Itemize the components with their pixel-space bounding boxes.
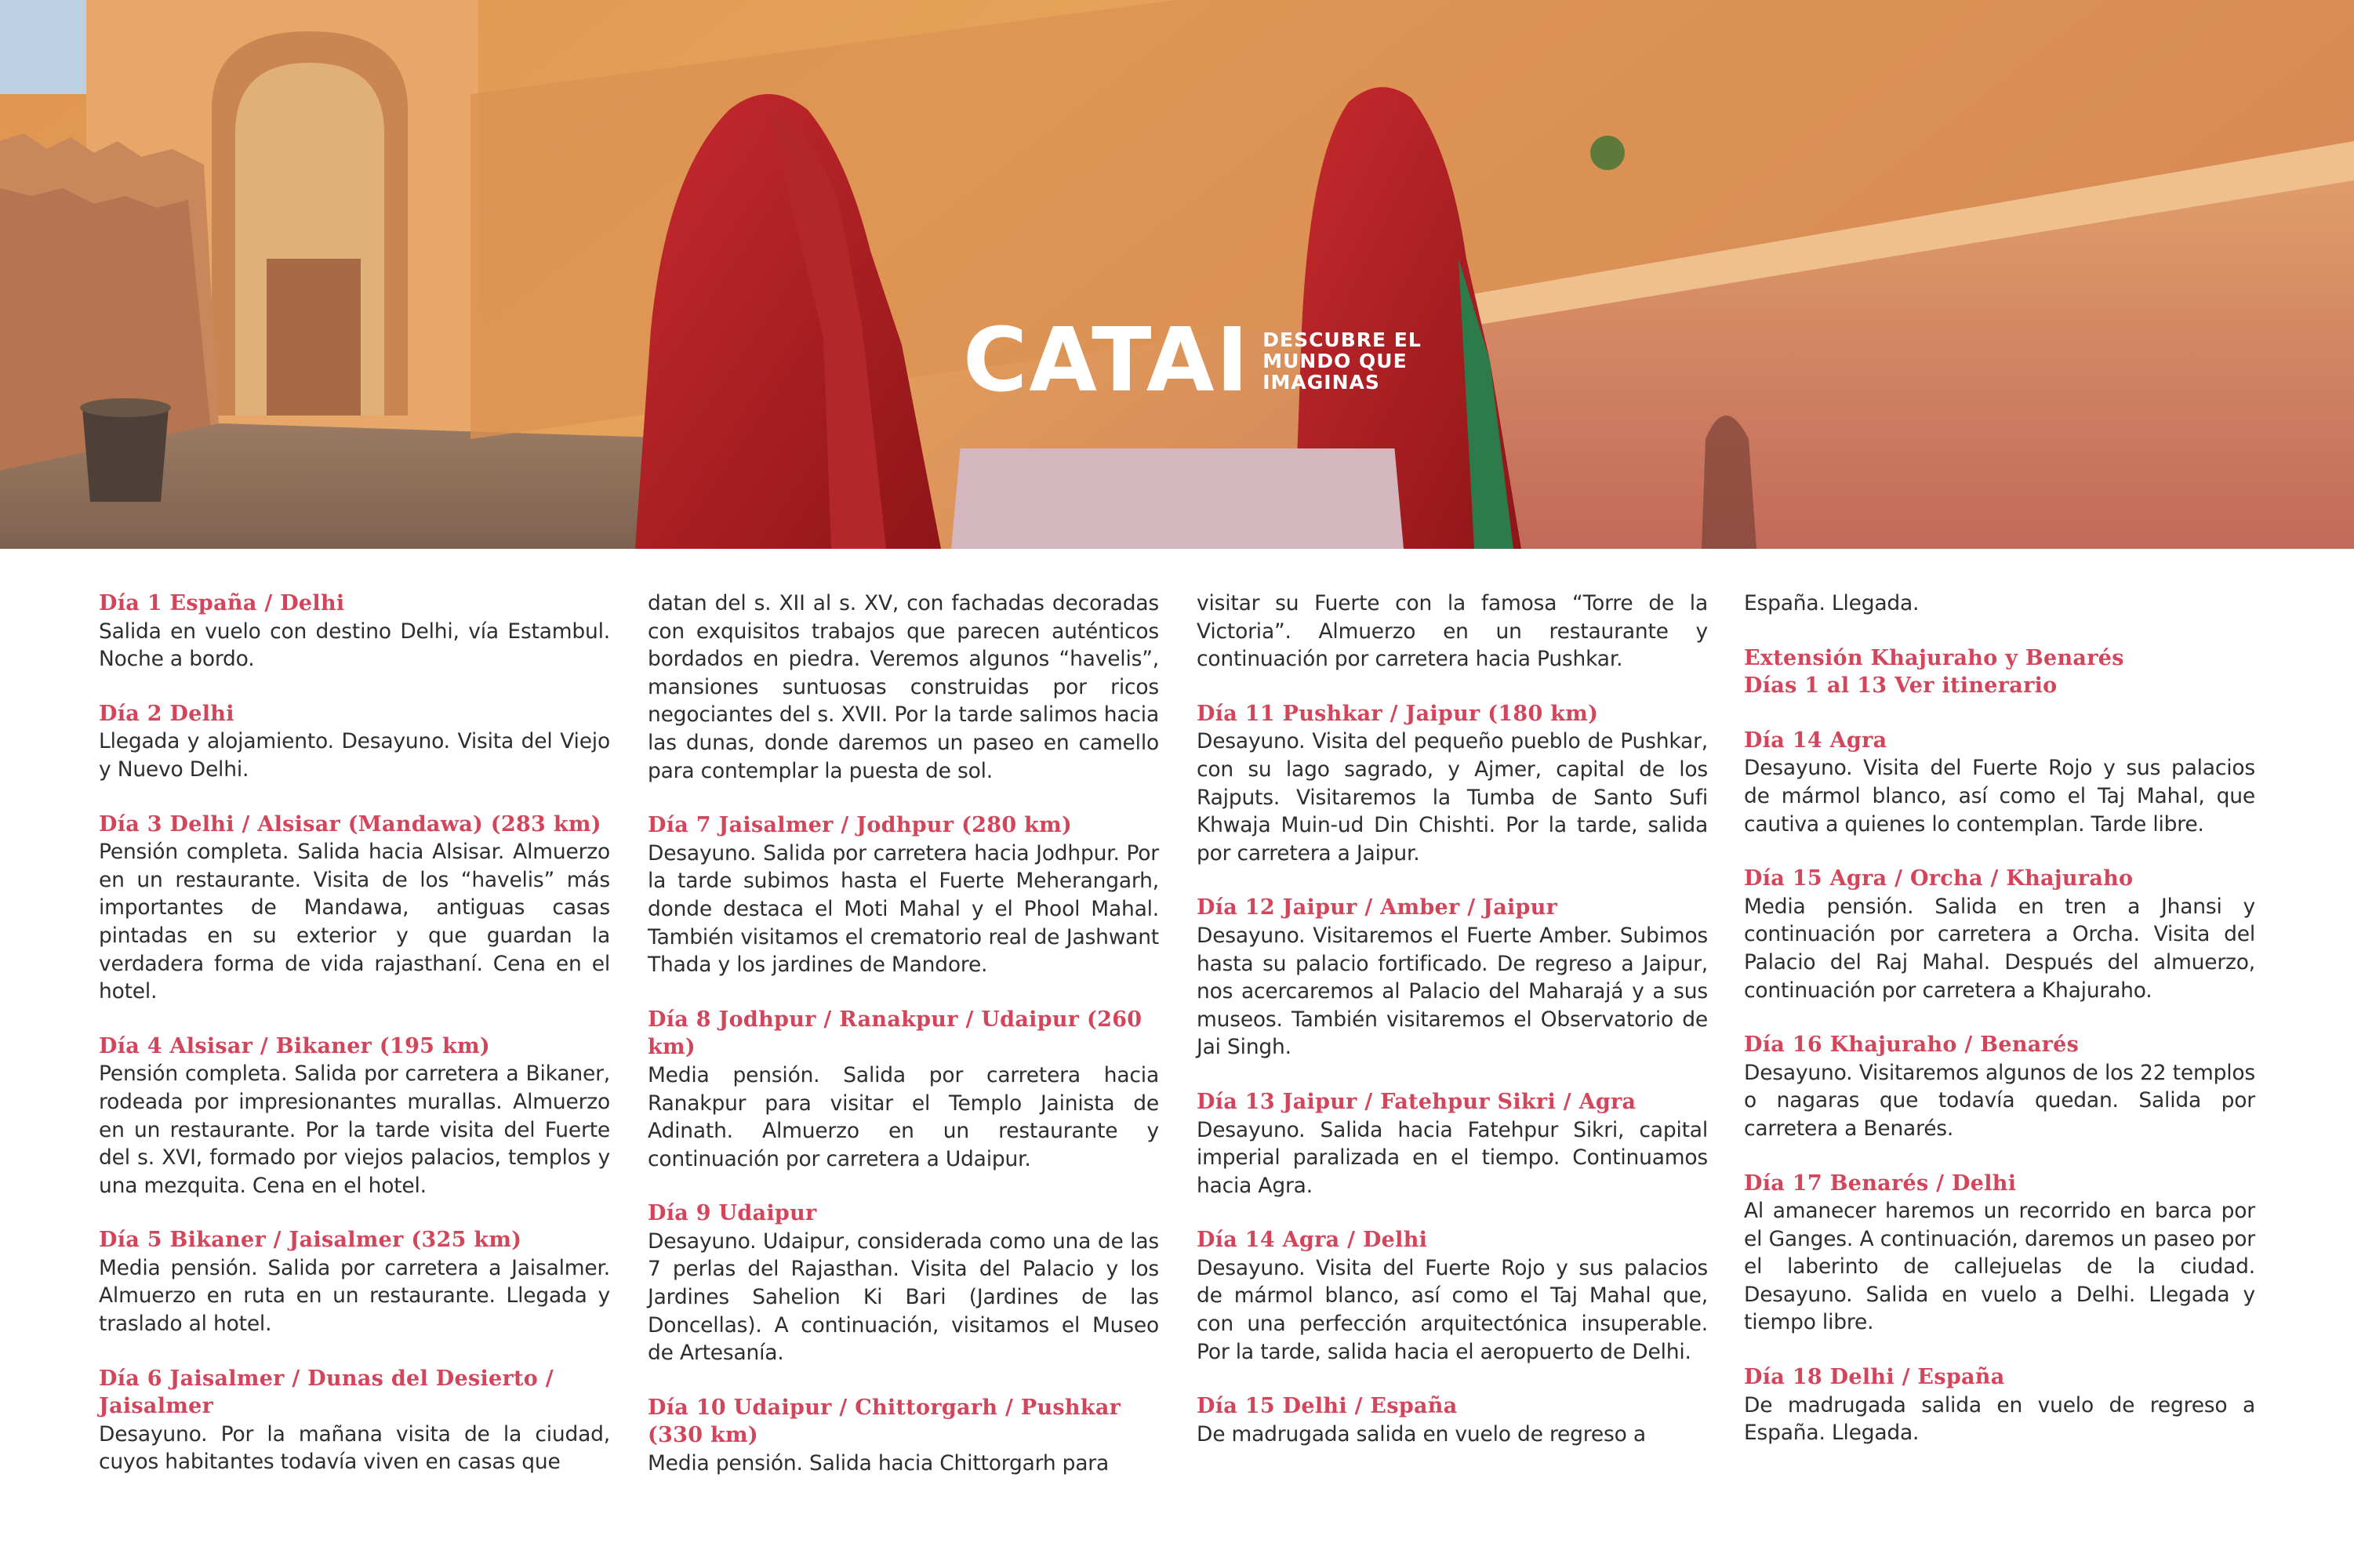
itinerary-day-block [99,1226,610,1338]
itinerary-day-block [1197,1088,1708,1200]
itinerary-day-block [1197,700,1708,868]
logo-wordmark: CATAI [963,310,1251,412]
catai-logo [963,310,1422,412]
itinerary-day-block [1744,644,2255,700]
itinerary-day-block [1744,727,2255,838]
day-heading: Día 17 Benarés / Delhi [1744,1171,2017,1196]
day-description: Media pensión. Salida hacia Chittorgarh para [648,1451,1110,1476]
day-heading: Días 1 al 13 Ver itinerario [1744,673,2058,699]
day-description: Desayuno. Salida hacia Fatehpur Sikri, capital imperial paralizada en el tiempo. Continuamos hacia Agra. [1197,1117,1708,1198]
day-description: visitar su Fuerte con la famosa “Torre de la Victoria”. Almuerzo en un restaurante y continuación por carretera hacia Pushkar. [1197,591,1708,672]
itinerary-day-block [1197,1392,1708,1448]
day-heading: Día 9 Udaipur [648,1201,817,1226]
itinerary-day-block [1744,1363,2255,1447]
itinerary-columns [99,590,2255,1546]
day-description: Desayuno. Visita del pequeño pueblo de Pushkar, con su lago sagrado, y Ajmer, capital de los Rajputs. Visitaremos la Tumba de Santo Sufi Khwaja Muin-ud Din Chishti. Por la tarde, salida por carretera a Jaipur. [1197,729,1708,866]
day-description: Desayuno. Udaipur, considerada como una de las 7 perlas del Rajasthan. Visita del Palacio y los Jardines Sahelion Ki Bari (Jardines de las Doncellas). A continuación, visitamos el Museo de Artesanía. [648,1229,1159,1366]
day-description: Media pensión. Salida por carretera a Jaisalmer. Almuerzo en ruta en un restaurante. Llegada y traslado al hotel. [99,1255,610,1337]
day-heading: Día 14 Agra / Delhi [1197,1228,1428,1253]
itinerary-day-block [1744,1170,2255,1338]
itinerary-column-1 [99,590,610,1503]
tagline-line-1: DESCUBRE EL [1262,328,1422,351]
day-description: Llegada y alojamiento. Desayuno. Visita del Viejo y Nuevo Delhi. [99,729,610,782]
day-description: España. Llegada. [1744,591,1920,615]
itinerary-day-block [648,590,1159,785]
pink-tab-decoration [951,448,1404,549]
day-heading: Día 14 Agra [1744,728,1887,753]
itinerary-column-2 [648,590,1159,1504]
tagline-line-3: IMAGINAS [1262,370,1380,394]
itinerary-day-block [1744,590,2255,618]
day-heading: Día 8 Jodhpur / Ranakpur / Udaipur (260 km) [648,1007,1142,1060]
itinerary-day-block [1197,1226,1708,1366]
day-heading: Día 3 Delhi / Alsisar (Mandawa) (283 km) [99,811,601,837]
day-description: Media pensión. Salida por carretera hacia Ranakpur para visitar el Templo Jainista de Adinath. Almuerzo en un restaurante y continuación por carretera a Udaipur. [648,1062,1159,1171]
day-heading: Día 4 Alsisar / Bikaner (195 km) [99,1033,490,1058]
day-description: De madrugada salida en vuelo de regreso a España. Llegada. [1744,1392,2255,1446]
day-heading: Día 18 Delhi / España [1744,1365,2005,1390]
day-description: De madrugada salida en vuelo de regreso a [1197,1421,1646,1446]
logo-tagline [1262,329,1422,393]
day-heading: Día 13 Jaipur / Fatehpur Sikri / Agra [1197,1089,1637,1114]
day-description: Desayuno. Por la mañana visita de la ciudad, cuyos habitantes todavía viven en casas que [99,1421,610,1475]
day-heading: Día 2 Delhi [99,701,234,726]
itinerary-day-block [1744,1031,2255,1142]
itinerary-day-block [648,1200,1159,1367]
day-description: Desayuno. Salida por carretera hacia Jodhpur. Por la tarde subimos hasta el Fuerte Meherangarh, donde destaca el Moti Mahal y el Phool Mahal. También visitamos el crematorio real de Jashwant Thada y los jardines de Mandore. [648,840,1159,978]
itinerary-day-block [99,1365,610,1476]
itinerary-day-block [99,811,610,1006]
itinerary-day-block [99,1033,610,1200]
day-description: datan del s. XII al s. XV, con fachadas decoradas con exquisitos trabajos que parecen auténticos bordados en piedra. Veremos algunos “havelis”, mansiones suntuosas construidas por ricos negociantes del s. XVII. Por la tarde salimos hacia las dunas, donde daremos un paseo en camello para contemplar la puesta de sol. [648,591,1159,783]
day-heading: Día 11 Pushkar / Jaipur (180 km) [1197,701,1599,726]
itinerary-day-block [1197,590,1708,673]
hero-photo [0,0,2354,549]
itinerary-column-4 [1744,590,2255,1474]
day-heading: Día 10 Udaipur / Chittorgarh / Pushkar (330 km) [648,1395,1121,1448]
day-heading: Día 12 Jaipur / Amber / Jaipur [1197,895,1558,920]
itinerary-day-block [648,1394,1159,1478]
itinerary-day-block [648,811,1159,979]
day-description: Media pensión. Salida en tren a Jhansi y continuación por carretera a Orcha. Visita del Palacio del Raj Mahal. Después del almuerzo, continuación por carretera a Khajuraho. [1744,894,2255,1003]
day-description: Al amanecer haremos un recorrido en barca por el Ganges. A continuación, daremos un paseo por el laberinto de callejuelas de la ciudad. Desayuno. Salida en vuelo a Delhi. Llegada y tiempo libre. [1744,1199,2255,1335]
day-description: Desayuno. Visitaremos algunos de los 22 templos o nagaras que todavía quedan. Salida por carretera a Benarés. [1744,1060,2255,1141]
itinerary-column-3 [1197,590,1708,1475]
day-description: Desayuno. Visita del Fuerte Rojo y sus palacios de mármol blanco, así como el Taj Mahal que, con una perfección arquitectónica insuperable. Por la tarde, salida hacia el aeropuerto de Delhi. [1197,1255,1708,1364]
itinerary-day-block [99,590,610,673]
day-heading: Día 15 Delhi / España [1197,1394,1458,1419]
day-description: Desayuno. Visita del Fuerte Rojo y sus palacios de mármol blanco, así como el Taj Mahal, que cautiva a quienes lo contemplan. Tarde libre. [1744,756,2255,837]
day-description: Salida en vuelo con destino Delhi, vía Estambul. Noche a bordo. [99,619,610,672]
day-heading: Día 16 Khajuraho / Benarés [1744,1033,2080,1058]
day-description: Pensión completa. Salida hacia Alsisar. Almuerzo en un restaurante. Visita de los “havelis” más importantes de Mandawa, antiguas casas pintadas en su exterior y que guardan la verdadera forma de vida rajasthaní. Cena en el hotel. [99,840,610,1004]
day-heading: Día 7 Jaisalmer / Jodhpur (280 km) [648,813,1073,838]
day-heading: Día 6 Jaisalmer / Dunas del Desierto / Jaisalmer [99,1366,554,1419]
itinerary-day-block [1744,865,2255,1004]
itinerary-day-block [99,700,610,784]
day-heading: Día 5 Bikaner / Jaisalmer (325 km) [99,1228,522,1253]
itinerary-day-block [648,1006,1159,1174]
itinerary-day-block [1197,894,1708,1062]
day-heading: Día 15 Agra / Orcha / Khajuraho [1744,866,2134,891]
day-description: Pensión completa. Salida por carretera a Bikaner, rodeada por impresionantes murallas. Almuerzo en un restaurante. Por la tarde visita del Fuerte del s. XVI, formado por viejos palacios, templos y una mezquita. Cena en el hotel. [99,1062,610,1198]
day-heading: Día 1 España / Delhi [99,591,345,615]
day-heading: Extensión Khajuraho y Benarés [1744,645,2124,670]
day-description: Desayuno. Visitaremos el Fuerte Amber. Subimos hasta su palacio fortificado. De regreso a Jaipur, nos acercaremos al Palacio del Maharajá y a sus museos. También visitaremos el Observatorio de Jai Singh. [1197,923,1708,1060]
tagline-line-2: MUNDO QUE [1262,349,1408,372]
